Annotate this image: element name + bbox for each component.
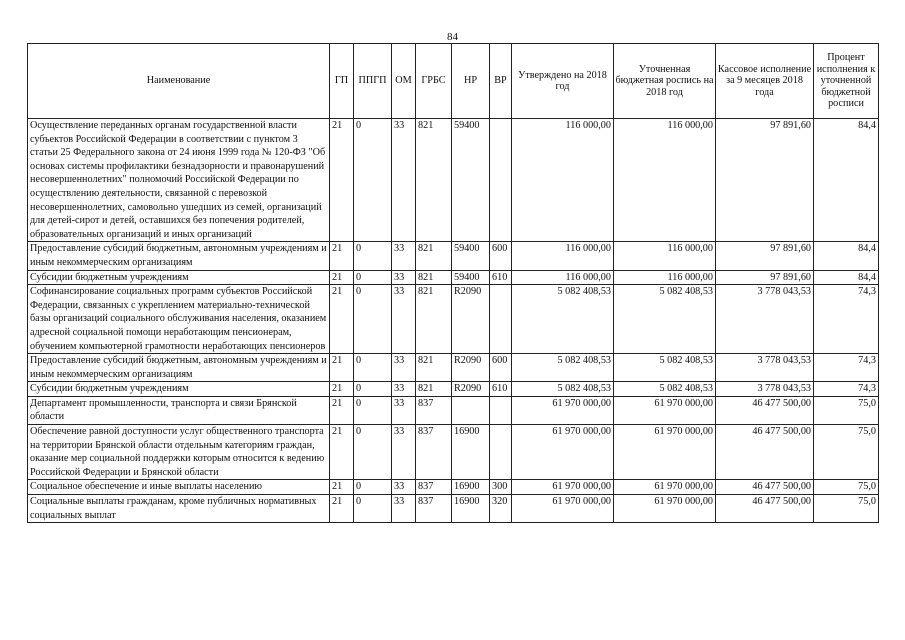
cell-name: Софинансирование социальных программ субъектов Российской Федерации, связанных с укреплением материально-технической базы организаций социального обслуживания населения, оказанием адресной социальной помощи неработающим пенсионерам, обучением компьютерной грамотности неработающих пенсионеров — [28, 285, 330, 354]
cell-om: 33 — [392, 425, 416, 480]
cell-approved: 61 970 000,00 — [512, 495, 614, 523]
cell-nr: 59400 — [452, 119, 490, 242]
cell-refined: 116 000,00 — [614, 270, 716, 285]
cell-name: Осуществление переданных органам государственной власти субъектов Российской Федерации в соответствии с пунктом 3 статьи 25 Федерального закона от 24 июня 1999 года № 120-ФЗ "Об основах системы профилактики безнадзорности и правонарушений несовершеннолетних" полномочий Российской Федерации по осуществлению деятельности, связанной с перевозкой несовершеннолетних, самовольно ушедших из семей, организаций для детей-сирот и детей, оставшихся без попечения родителей, образовательных организаций и иных организаций — [28, 119, 330, 242]
cell-gp: 21 — [330, 285, 354, 354]
table-row — [28, 285, 879, 354]
header-approved: Утверждено на 2018 год — [512, 44, 614, 119]
cell-om: 33 — [392, 285, 416, 354]
cell-approved: 116 000,00 — [512, 270, 614, 285]
cell-refined: 61 970 000,00 — [614, 480, 716, 495]
cell-refined: 61 970 000,00 — [614, 495, 716, 523]
cell-refined: 5 082 408,53 — [614, 354, 716, 382]
cell-cash: 46 477 500,00 — [716, 495, 814, 523]
cell-grbs: 821 — [416, 354, 452, 382]
cell-approved: 61 970 000,00 — [512, 480, 614, 495]
cell-percent: 74,3 — [814, 382, 879, 397]
table-row — [28, 495, 879, 523]
cell-approved: 116 000,00 — [512, 242, 614, 270]
cell-nr: 59400 — [452, 242, 490, 270]
table-row — [28, 382, 879, 397]
cell-gp: 21 — [330, 354, 354, 382]
cell-vr: 600 — [490, 242, 512, 270]
cell-name: Субсидии бюджетным учреждениям — [28, 270, 330, 285]
header-name: Наименование — [28, 44, 330, 119]
cell-ppgp: 0 — [354, 119, 392, 242]
cell-approved: 5 082 408,53 — [512, 354, 614, 382]
header-percent: Процент исполнения к уточненной бюджетной росписи — [814, 44, 879, 119]
cell-vr: 610 — [490, 270, 512, 285]
cell-approved: 5 082 408,53 — [512, 285, 614, 354]
cell-name: Обеспечение равной доступности услуг общественного транспорта на территории Брянской области отдельным категориям граждан, оказание мер социальной поддержки которым относится к ведению Российской Федерации и Брянской области — [28, 425, 330, 480]
cell-percent: 75,0 — [814, 425, 879, 480]
cell-percent: 84,4 — [814, 242, 879, 270]
cell-grbs: 821 — [416, 119, 452, 242]
cell-grbs: 837 — [416, 425, 452, 480]
header-refined: Уточненная бюджетная роспись на 2018 год — [614, 44, 716, 119]
cell-grbs: 837 — [416, 480, 452, 495]
cell-ppgp: 0 — [354, 480, 392, 495]
cell-ppgp: 0 — [354, 425, 392, 480]
cell-ppgp: 0 — [354, 396, 392, 424]
cell-percent: 84,4 — [814, 119, 879, 242]
cell-percent: 74,3 — [814, 354, 879, 382]
cell-ppgp: 0 — [354, 242, 392, 270]
cell-cash: 46 477 500,00 — [716, 480, 814, 495]
cell-nr — [452, 396, 490, 424]
table-row — [28, 270, 879, 285]
cell-vr — [490, 119, 512, 242]
cell-om: 33 — [392, 396, 416, 424]
header-ppgp: ППГП — [354, 44, 392, 119]
cell-percent: 84,4 — [814, 270, 879, 285]
cell-name: Социальные выплаты гражданам, кроме публичных нормативных социальных выплат — [28, 495, 330, 523]
cell-vr: 300 — [490, 480, 512, 495]
cell-vr: 600 — [490, 354, 512, 382]
cell-om: 33 — [392, 270, 416, 285]
cell-name: Департамент промышленности, транспорта и связи Брянской области — [28, 396, 330, 424]
header-grbs: ГРБС — [416, 44, 452, 119]
cell-vr — [490, 396, 512, 424]
cell-grbs: 821 — [416, 270, 452, 285]
cell-name: Предоставление субсидий бюджетным, автономным учреждениям и иным некоммерческим организациям — [28, 242, 330, 270]
header-cash: Кассовое исполнение за 9 месяцев 2018 года — [716, 44, 814, 119]
cell-cash: 3 778 043,53 — [716, 354, 814, 382]
cell-cash: 46 477 500,00 — [716, 396, 814, 424]
cell-gp: 21 — [330, 480, 354, 495]
budget-execution-table — [27, 43, 879, 523]
cell-nr: 59400 — [452, 270, 490, 285]
cell-approved: 5 082 408,53 — [512, 382, 614, 397]
cell-gp: 21 — [330, 396, 354, 424]
cell-approved: 61 970 000,00 — [512, 396, 614, 424]
cell-percent: 75,0 — [814, 480, 879, 495]
cell-refined: 61 970 000,00 — [614, 425, 716, 480]
cell-vr: 610 — [490, 382, 512, 397]
cell-gp: 21 — [330, 425, 354, 480]
cell-ppgp: 0 — [354, 495, 392, 523]
cell-nr: 16900 — [452, 495, 490, 523]
cell-cash: 97 891,60 — [716, 242, 814, 270]
table-row — [28, 396, 879, 424]
cell-nr: R2090 — [452, 382, 490, 397]
cell-grbs: 821 — [416, 285, 452, 354]
cell-name: Предоставление субсидий бюджетным, автономным учреждениям и иным некоммерческим организациям — [28, 354, 330, 382]
cell-om: 33 — [392, 119, 416, 242]
header-gp: ГП — [330, 44, 354, 119]
cell-gp: 21 — [330, 270, 354, 285]
cell-approved: 61 970 000,00 — [512, 425, 614, 480]
table-row — [28, 354, 879, 382]
cell-om: 33 — [392, 480, 416, 495]
cell-ppgp: 0 — [354, 285, 392, 354]
cell-cash: 97 891,60 — [716, 270, 814, 285]
cell-grbs: 837 — [416, 495, 452, 523]
cell-name: Субсидии бюджетным учреждениям — [28, 382, 330, 397]
header-row — [28, 44, 879, 119]
cell-cash: 97 891,60 — [716, 119, 814, 242]
cell-refined: 116 000,00 — [614, 119, 716, 242]
cell-vr — [490, 425, 512, 480]
header-vr: ВР — [490, 44, 512, 119]
table-row — [28, 119, 879, 242]
cell-name: Социальное обеспечение и иные выплаты населению — [28, 480, 330, 495]
cell-om: 33 — [392, 382, 416, 397]
header-nr: НР — [452, 44, 490, 119]
cell-vr — [490, 285, 512, 354]
cell-gp: 21 — [330, 119, 354, 242]
header-om: ОМ — [392, 44, 416, 119]
cell-ppgp: 0 — [354, 354, 392, 382]
cell-grbs: 821 — [416, 382, 452, 397]
cell-vr: 320 — [490, 495, 512, 523]
cell-nr: R2090 — [452, 285, 490, 354]
cell-approved: 116 000,00 — [512, 119, 614, 242]
cell-refined: 5 082 408,53 — [614, 285, 716, 354]
cell-refined: 5 082 408,53 — [614, 382, 716, 397]
cell-ppgp: 0 — [354, 270, 392, 285]
cell-refined: 116 000,00 — [614, 242, 716, 270]
cell-percent: 75,0 — [814, 396, 879, 424]
cell-om: 33 — [392, 242, 416, 270]
cell-percent: 74,3 — [814, 285, 879, 354]
cell-ppgp: 0 — [354, 382, 392, 397]
cell-cash: 3 778 043,53 — [716, 285, 814, 354]
cell-nr: 16900 — [452, 480, 490, 495]
cell-nr: 16900 — [452, 425, 490, 480]
page-number: 84 — [447, 31, 458, 43]
cell-gp: 21 — [330, 495, 354, 523]
cell-cash: 46 477 500,00 — [716, 425, 814, 480]
table-body — [28, 119, 879, 523]
cell-percent: 75,0 — [814, 495, 879, 523]
cell-grbs: 837 — [416, 396, 452, 424]
cell-grbs: 821 — [416, 242, 452, 270]
cell-nr: R2090 — [452, 354, 490, 382]
cell-gp: 21 — [330, 242, 354, 270]
cell-refined: 61 970 000,00 — [614, 396, 716, 424]
cell-cash: 3 778 043,53 — [716, 382, 814, 397]
cell-gp: 21 — [330, 382, 354, 397]
cell-om: 33 — [392, 495, 416, 523]
table-row — [28, 242, 879, 270]
cell-om: 33 — [392, 354, 416, 382]
table-row — [28, 480, 879, 495]
table-row — [28, 425, 879, 480]
